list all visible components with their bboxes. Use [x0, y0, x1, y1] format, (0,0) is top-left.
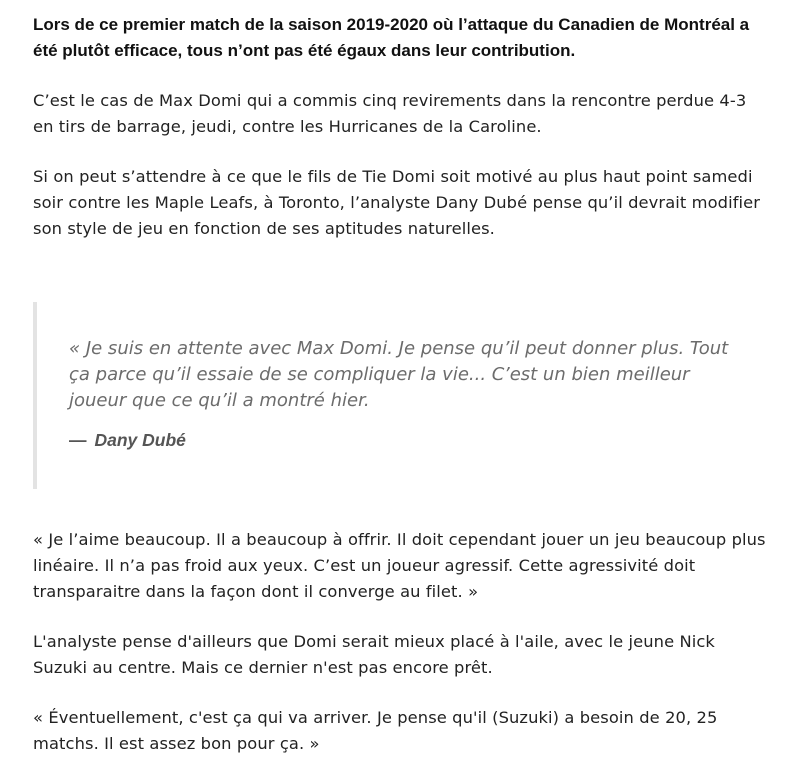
- citation-dash: —: [69, 430, 87, 450]
- article-paragraph-3: « Je l’aime beaucoup. Il a beaucoup à offrir. Il doit cependant jouer un jeu beaucoup plus linéaire. Il n’a pas froid aux yeux. C’est un joueur agressif. Cette agressivité doit transparaitre dans la façon dont il converge au filet. »: [33, 530, 766, 601]
- pull-quote-citation: [69, 430, 731, 451]
- article-lede: Lors de ce premier match de la saison 2019-2020 où l’attaque du Canadien de Montréal a été plutôt efficace, tous n’ont pas été égaux dans leur contribution.: [33, 15, 750, 60]
- article-paragraph-2: Si on peut s’attendre à ce que le fils de Tie Domi soit motivé au plus haut point samedi soir contre les Maple Leafs, à Toronto, l’analyste Dany Dubé pense qu’il devrait modifier son style de jeu en fonction de ses aptitudes naturelles.: [33, 167, 761, 238]
- article-paragraph-1: C’est le cas de Max Domi qui a commis cinq revirements dans la rencontre perdue 4-3 en tirs de barrage, jeudi, contre les Hurricanes de la Caroline.: [33, 91, 747, 136]
- pull-quote: [33, 302, 731, 489]
- pull-quote-text: « Je suis en attente avec Max Domi. Je pense qu’il peut donner plus. Tout ça parce qu’il essaie de se compliquer la vie... C’est un bien meilleur joueur que ce qu’il a montré hier.: [69, 338, 729, 411]
- article-paragraph-5: « Éventuellement, c'est ça qui va arriver. Je pense qu'il (Suzuki) a besoin de 20, 25 matchs. Il est assez bon pour ça. »: [33, 708, 718, 753]
- article-paragraph-4: L'analyste pense d'ailleurs que Domi serait mieux placé à l'aile, avec le jeune Nick Suzuki au centre. Mais ce dernier n'est pas encore prêt.: [33, 632, 715, 677]
- citation-author: Dany Dubé: [94, 430, 186, 450]
